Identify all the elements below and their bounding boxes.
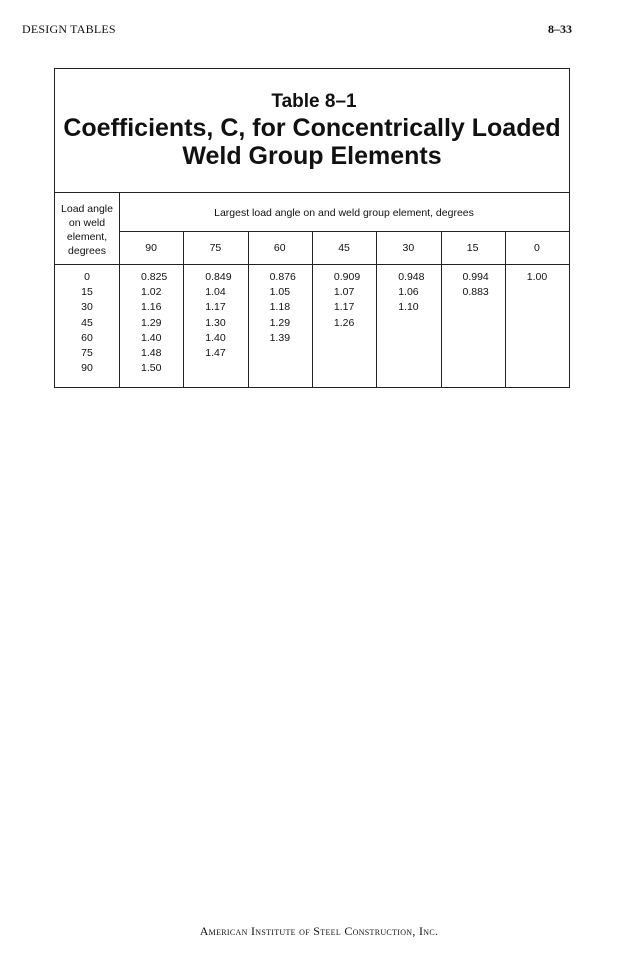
table-title <box>55 114 569 170</box>
coefficient-cell: 1.07 <box>333 286 355 299</box>
spanner-header: Largest load angle on and weld group element, degrees <box>214 207 474 219</box>
coefficient-cell: 1.26 <box>333 316 355 329</box>
stub-divider <box>119 193 120 388</box>
coefficient-cell: 1.17 <box>205 301 226 314</box>
coefficient-cell: 1.29 <box>269 316 291 329</box>
stub-header-line: degrees <box>68 245 106 257</box>
column-header: 0 <box>534 242 540 254</box>
column-divider <box>183 231 184 388</box>
coefficient-cell: 1.17 <box>333 301 355 314</box>
coefficient-cell: 1.06 <box>398 286 419 299</box>
coefficient-cell: 0.876 <box>269 271 296 283</box>
column-header: 45 <box>338 242 350 254</box>
table-number: Table 8–1 <box>271 91 357 112</box>
running-head-section: DESIGN TABLES <box>22 22 116 36</box>
table-title-box <box>55 69 569 193</box>
coefficient-cell: 1.10 <box>398 301 419 314</box>
coefficient-cell: 1.48 <box>141 347 162 359</box>
coefficient-cell: 0.948 <box>398 271 425 283</box>
column-header: 15 <box>466 242 479 254</box>
stub-header <box>55 202 119 258</box>
row-load-angle: 15 <box>81 286 93 299</box>
coefficient-cell: 1.04 <box>205 286 226 299</box>
column-divider <box>441 231 442 388</box>
coefficient-table <box>55 193 569 388</box>
column-divider <box>248 231 249 388</box>
column-divider <box>505 231 506 388</box>
coefficient-cell: 1.50 <box>141 362 162 375</box>
row-load-angle: 75 <box>81 347 93 359</box>
column-divider <box>312 231 313 388</box>
coefficient-cell: 1.02 <box>141 286 162 299</box>
stub-header-line: on weld <box>68 217 106 229</box>
coefficient-cell: 1.00 <box>526 271 548 283</box>
coefficient-cell: 1.29 <box>141 316 162 329</box>
row-load-angle: 60 <box>81 331 93 344</box>
coefficient-cell: 1.47 <box>205 347 226 359</box>
row-load-angle: 0 <box>84 271 90 283</box>
coefficient-cell: 0.883 <box>462 286 489 299</box>
coefficient-cell: 1.40 <box>205 331 226 344</box>
publisher-footer: American Institute of Steel Construction, Inc. <box>199 924 439 938</box>
spanner-rule <box>119 231 569 232</box>
column-header: 30 <box>402 242 415 254</box>
coefficient-cell: 0.849 <box>205 271 232 283</box>
row-load-angle: 30 <box>81 301 93 314</box>
coefficient-cell: 1.39 <box>269 331 291 344</box>
column-divider <box>376 231 377 388</box>
row-load-angle: 45 <box>81 316 93 329</box>
page-number: 8–33 <box>548 22 572 36</box>
coefficient-cell: 0.909 <box>333 271 361 283</box>
coefficient-cell: 1.40 <box>141 331 162 344</box>
coefficient-cell: 0.825 <box>141 271 168 283</box>
table-title-line-1: Coefficients, C, for Concentrically Loaded <box>63 114 561 142</box>
column-header: 60 <box>273 242 286 254</box>
column-header: 90 <box>145 242 157 254</box>
coefficient-cell: 0.994 <box>462 271 489 283</box>
column-header: 75 <box>209 242 222 254</box>
row-load-angle: 90 <box>81 362 93 375</box>
table-title-line-2: Weld Group Elements <box>182 142 442 170</box>
stub-header-line: Load angle <box>61 203 113 215</box>
coefficient-cell: 1.16 <box>141 301 162 314</box>
coefficient-cell: 1.05 <box>269 286 291 299</box>
stub-header-line: element, <box>66 231 108 243</box>
coefficient-cell: 1.30 <box>205 316 226 329</box>
coefficient-cell: 1.18 <box>269 301 291 314</box>
table-frame <box>54 68 570 388</box>
